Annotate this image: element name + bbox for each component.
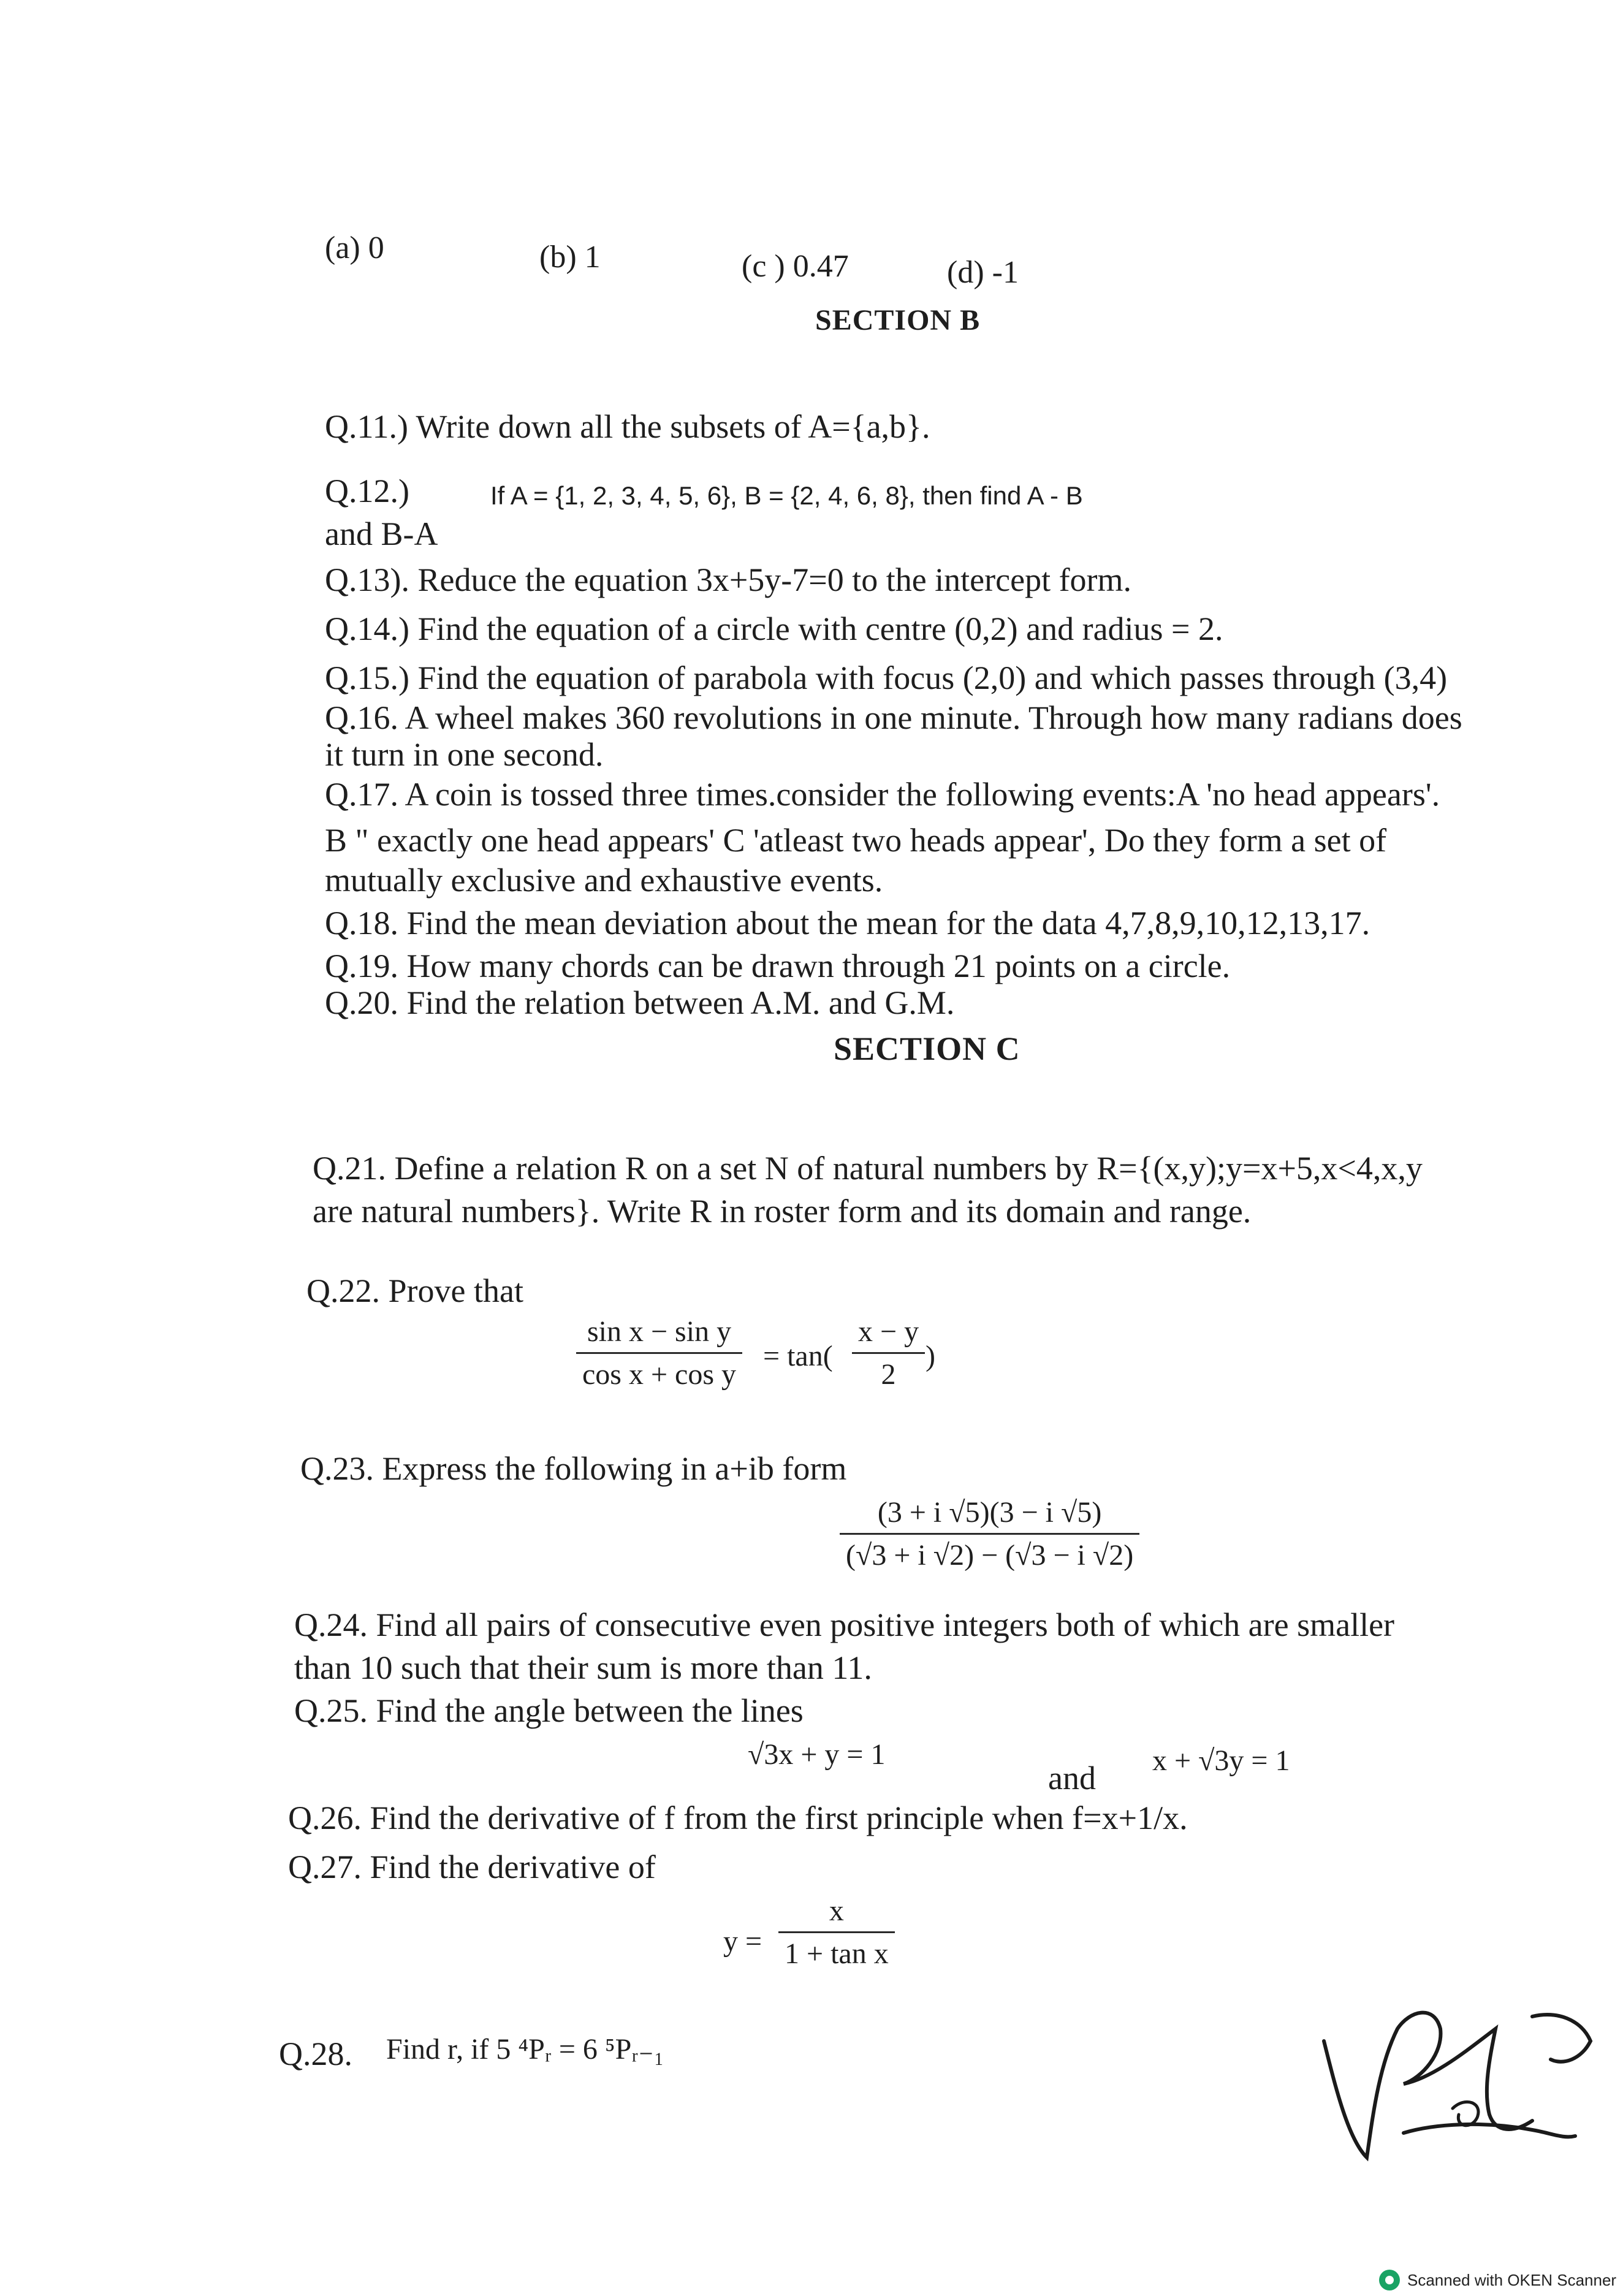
option-d: (d) -1 <box>947 255 1019 290</box>
question-18: Q.18. Find the mean deviation about the mean for the data 4,7,8,9,10,12,13,17. <box>325 905 1370 941</box>
q22-lhs-fraction-bar <box>576 1352 742 1354</box>
question-21-line-1: Q.21. Define a relation R on a set N of natural numbers by R={(x,y);y=x+5,x<4,x,y <box>313 1150 1423 1187</box>
question-17-line-2: B " exactly one head appears' C 'atleast two heads appear', Do they form a set of <box>325 822 1387 859</box>
q22-lhs-denominator: cos x + cos y <box>582 1358 737 1391</box>
q22-rhs-denominator: 2 <box>881 1358 896 1391</box>
question-28-label: Q.28. <box>279 2036 352 2072</box>
q22-close-paren: ) <box>926 1340 935 1372</box>
question-24-line-2: than 10 such that their sum is more than 11. <box>294 1649 872 1686</box>
question-11: Q.11.) Write down all the subsets of A={a,b}. <box>325 408 930 445</box>
question-15: Q.15.) Find the equation of parabola with focus (2,0) and which passes through (3,4) <box>325 660 1448 696</box>
scanner-text: Scanned with OKEN Scanner <box>1407 2270 1617 2289</box>
question-23: Q.23. Express the following in a+ib form <box>300 1450 847 1487</box>
q22-lhs-fraction <box>576 1315 742 1391</box>
question-21-line-2: are natural numbers}. Write R in roster form and its domain and range. <box>313 1193 1252 1230</box>
q23-fraction-bar <box>840 1533 1139 1535</box>
question-12-continued: and B-A <box>325 515 438 552</box>
q25-and: and <box>1048 1760 1096 1796</box>
q23-numerator: (3 + i √5)(3 − i √5) <box>877 1496 1102 1529</box>
question-27: Q.27. Find the derivative of <box>288 1849 656 1885</box>
q22-equals-tan: = tan( <box>763 1340 833 1372</box>
question-25: Q.25. Find the angle between the lines <box>294 1692 804 1729</box>
signature <box>1312 1992 1600 2176</box>
q27-denominator: 1 + tan x <box>785 1937 889 1970</box>
question-13: Q.13). Reduce the equation 3x+5y-7=0 to the intercept form. <box>325 561 1132 598</box>
signature-stroke-2 <box>1404 2124 1575 2137</box>
q22-lhs-numerator: sin x − sin y <box>587 1315 732 1348</box>
question-12-label: Q.12.) <box>325 473 409 509</box>
q27-fraction <box>778 1894 895 1971</box>
section-b-heading: SECTION B <box>815 304 981 336</box>
question-24-line-1: Q.24. Find all pairs of consecutive even positive integers both of which are smaller <box>294 1606 1395 1643</box>
question-12-text: If A = {1, 2, 3, 4, 5, 6}, B = {2, 4, 6, 8}, then find A - B <box>490 481 1083 510</box>
q22-rhs-fraction-bar <box>852 1352 925 1354</box>
q23-denominator: (√3 + i √2) − (√3 − i √2) <box>846 1539 1134 1572</box>
signature-stroke-3 <box>1532 2015 1591 2062</box>
question-28-text: Find r, if 5 ⁴Pᵣ = 6 ⁵Pᵣ₋₁ <box>386 2033 664 2066</box>
q27-fraction-bar <box>778 1931 895 1933</box>
q22-rhs-numerator: x − y <box>858 1315 919 1348</box>
question-20: Q.20. Find the relation between A.M. and G.M. <box>325 984 955 1021</box>
section-c-heading: SECTION C <box>834 1030 1021 1067</box>
signature-stroke-1 <box>1324 2013 1532 2157</box>
q25-line-b: x + √3y = 1 <box>1152 1744 1290 1777</box>
option-c: (c ) 0.47 <box>742 249 849 284</box>
question-16-line-2: it turn in one second. <box>325 736 604 773</box>
option-a: (a) 0 <box>325 230 384 265</box>
question-16-line-1: Q.16. A wheel makes 360 revolutions in one minute. Through how many radians does <box>325 699 1462 736</box>
option-b: (b) 1 <box>539 240 601 275</box>
question-26: Q.26. Find the derivative of f from the first principle when f=x+1/x. <box>288 1800 1188 1836</box>
q27-lhs: y = <box>723 1925 762 1958</box>
question-19: Q.19. How many chords can be drawn through 21 points on a circle. <box>325 948 1231 984</box>
question-17-line-1: Q.17. A coin is tossed three times.consider the following events:A 'no head appears'. <box>325 776 1440 813</box>
signature-stroke-4 <box>1453 2102 1478 2125</box>
q27-numerator: x <box>829 1895 844 1927</box>
question-22: Q.22. Prove that <box>306 1272 523 1309</box>
q25-line-a: √3x + y = 1 <box>748 1738 886 1771</box>
q23-fraction <box>840 1496 1139 1572</box>
scanner-badge <box>1379 2268 1616 2292</box>
question-14: Q.14.) Find the equation of a circle with centre (0,2) and radius = 2. <box>325 610 1223 647</box>
question-17-line-3: mutually exclusive and exhaustive events. <box>325 862 883 899</box>
scanner-logo-icon <box>1379 2270 1400 2290</box>
q22-rhs-fraction <box>852 1315 925 1391</box>
